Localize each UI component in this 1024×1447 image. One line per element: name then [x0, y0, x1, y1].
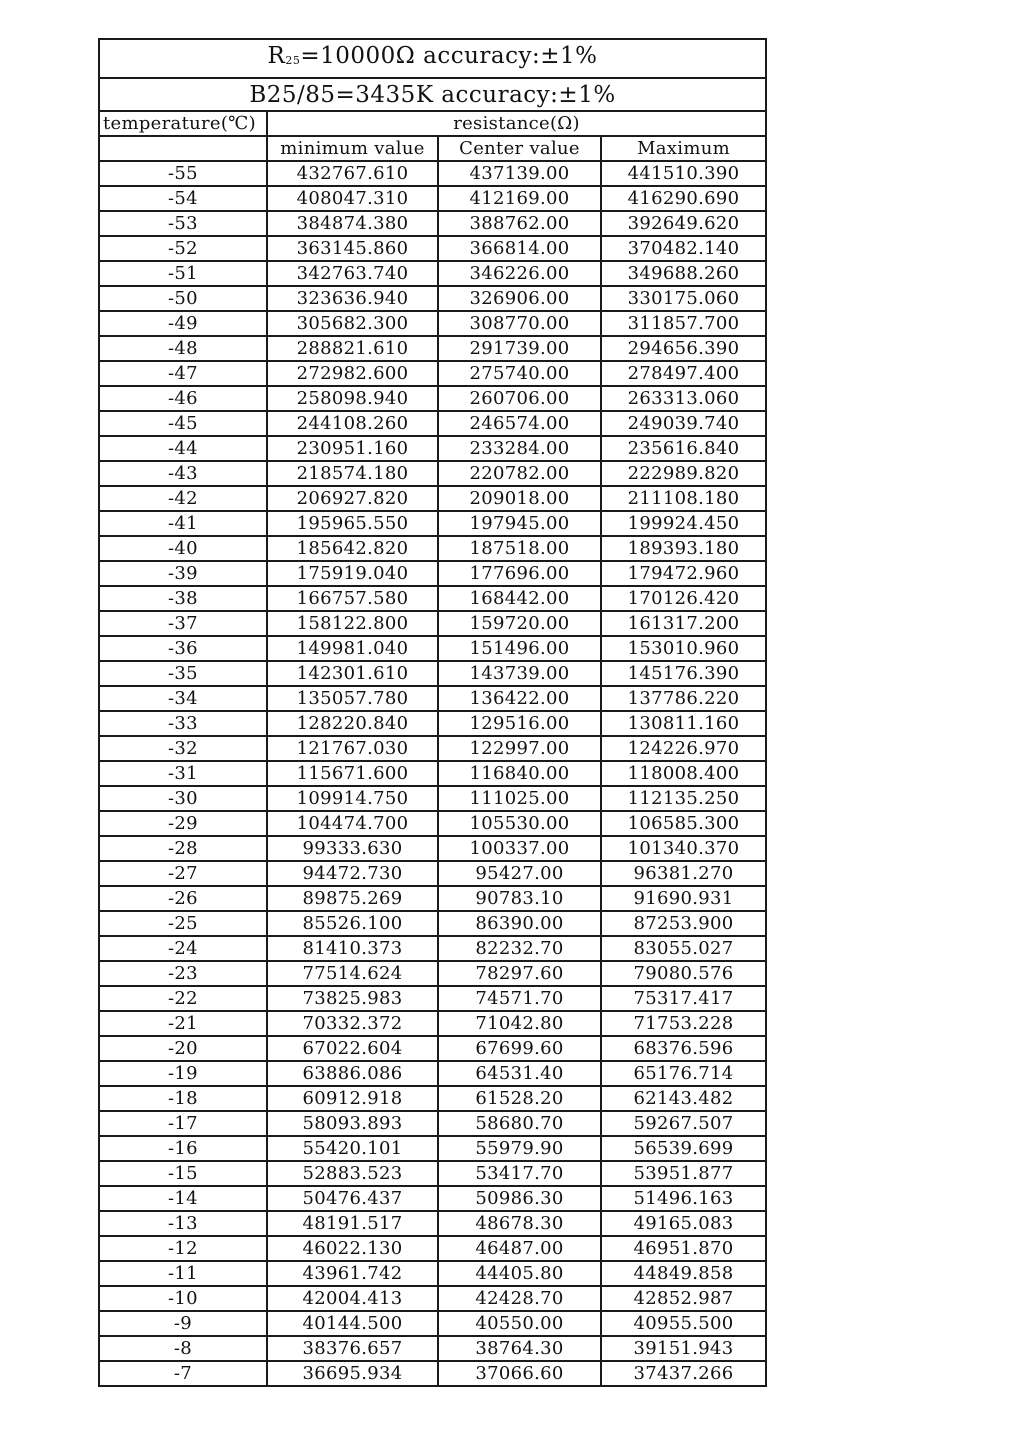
table-row — [99, 436, 766, 461]
maximum-value-cell: 53951.877 — [601, 1161, 766, 1186]
table-row — [99, 761, 766, 786]
temperature-cell: -21 — [99, 1011, 267, 1036]
minimum-value-cell: 272982.600 — [267, 361, 438, 386]
minimum-value-cell: 166757.580 — [267, 586, 438, 611]
table-row — [99, 1011, 766, 1036]
minimum-value-cell: 109914.750 — [267, 786, 438, 811]
table-row — [99, 686, 766, 711]
center-value-cell: 58680.70 — [438, 1111, 601, 1136]
minimum-value-cell: 305682.300 — [267, 311, 438, 336]
temperature-cell: -48 — [99, 336, 267, 361]
maximum-value-cell: 79080.576 — [601, 961, 766, 986]
table-row — [99, 586, 766, 611]
maximum-value-cell: 46951.870 — [601, 1236, 766, 1261]
center-value-cell: 37066.60 — [438, 1361, 601, 1386]
maximum-value-cell: 170126.420 — [601, 586, 766, 611]
temperature-cell: -14 — [99, 1186, 267, 1211]
minimum-value-cell: 323636.940 — [267, 286, 438, 311]
table-row — [99, 786, 766, 811]
table-row — [99, 861, 766, 886]
maximum-value-cell: 39151.943 — [601, 1336, 766, 1361]
temperature-cell: -35 — [99, 661, 267, 686]
minimum-value-cell: 46022.130 — [267, 1236, 438, 1261]
center-value-cell: 95427.00 — [438, 861, 601, 886]
minimum-value-cell: 50476.437 — [267, 1186, 438, 1211]
temperature-cell: -19 — [99, 1061, 267, 1086]
maximum-value-cell: 441510.390 — [601, 161, 766, 186]
center-value-cell: 366814.00 — [438, 236, 601, 261]
center-value-cell: 82232.70 — [438, 936, 601, 961]
temperature-cell: -26 — [99, 886, 267, 911]
table-row — [99, 486, 766, 511]
minimum-value-cell: 38376.657 — [267, 1336, 438, 1361]
maximum-value-cell: 37437.266 — [601, 1361, 766, 1386]
maximum-value-cell: 330175.060 — [601, 286, 766, 311]
center-value-cell: 71042.80 — [438, 1011, 601, 1036]
temperature-cell: -51 — [99, 261, 267, 286]
minimum-value-cell: 258098.940 — [267, 386, 438, 411]
minimum-value-cell: 77514.624 — [267, 961, 438, 986]
temperature-cell: -42 — [99, 486, 267, 511]
resistance-header: resistance(Ω) — [267, 111, 766, 136]
table-row — [99, 386, 766, 411]
minimum-value-cell: 60912.918 — [267, 1086, 438, 1111]
minimum-value-cell: 218574.180 — [267, 461, 438, 486]
b-value-accuracy-title: B25/85=3435K accuracy:±1% — [99, 78, 766, 111]
center-value-cell: 220782.00 — [438, 461, 601, 486]
table-row — [99, 461, 766, 486]
maximum-value-cell: 349688.260 — [601, 261, 766, 286]
maximum-value-cell: 278497.400 — [601, 361, 766, 386]
temperature-cell: -8 — [99, 1336, 267, 1361]
temperature-cell: -40 — [99, 536, 267, 561]
table-row — [99, 886, 766, 911]
center-value-cell: 275740.00 — [438, 361, 601, 386]
temperature-cell: -38 — [99, 586, 267, 611]
minimum-value-cell: 408047.310 — [267, 186, 438, 211]
maximum-value-cell: 62143.482 — [601, 1086, 766, 1111]
center-value-header: Center value — [438, 136, 601, 161]
temperature-cell: -15 — [99, 1161, 267, 1186]
temperature-cell: -28 — [99, 836, 267, 861]
table-row — [99, 536, 766, 561]
temperature-cell: -32 — [99, 736, 267, 761]
temperature-cell: -31 — [99, 761, 267, 786]
table-row — [99, 1286, 766, 1311]
table-row — [99, 1086, 766, 1111]
center-value-cell: 44405.80 — [438, 1261, 601, 1286]
table-row — [99, 1186, 766, 1211]
minimum-value-cell: 230951.160 — [267, 436, 438, 461]
temperature-cell: -49 — [99, 311, 267, 336]
temperature-cell: -54 — [99, 186, 267, 211]
minimum-value-cell: 149981.040 — [267, 636, 438, 661]
table-row — [99, 411, 766, 436]
maximum-value-cell: 153010.960 — [601, 636, 766, 661]
maximum-value-cell: 416290.690 — [601, 186, 766, 211]
center-value-cell: 388762.00 — [438, 211, 601, 236]
maximum-value-cell: 68376.596 — [601, 1036, 766, 1061]
temperature-cell: -46 — [99, 386, 267, 411]
center-value-cell: 42428.70 — [438, 1286, 601, 1311]
header-row-sub — [99, 136, 766, 161]
center-value-cell: 159720.00 — [438, 611, 601, 636]
table-row — [99, 1211, 766, 1236]
temperature-cell: -30 — [99, 786, 267, 811]
table-row — [99, 986, 766, 1011]
maximum-value-cell: 56539.699 — [601, 1136, 766, 1161]
maximum-value-cell: 222989.820 — [601, 461, 766, 486]
table-row — [99, 736, 766, 761]
table-row — [99, 361, 766, 386]
temperature-header: temperature(℃) — [99, 111, 267, 136]
temperature-cell: -55 — [99, 161, 267, 186]
table-row — [99, 511, 766, 536]
minimum-value-cell: 142301.610 — [267, 661, 438, 686]
minimum-value-cell: 94472.730 — [267, 861, 438, 886]
temperature-cell: -20 — [99, 1036, 267, 1061]
temperature-cell: -39 — [99, 561, 267, 586]
maximum-value-cell: 311857.700 — [601, 311, 766, 336]
table-row — [99, 336, 766, 361]
r25-accuracy-title — [99, 39, 766, 78]
center-value-cell: 151496.00 — [438, 636, 601, 661]
table-row — [99, 611, 766, 636]
minimum-value-cell: 288821.610 — [267, 336, 438, 361]
center-value-cell: 50986.30 — [438, 1186, 601, 1211]
minimum-value-cell: 85526.100 — [267, 911, 438, 936]
table-row — [99, 261, 766, 286]
minimum-value-cell: 99333.630 — [267, 836, 438, 861]
table-row — [99, 1136, 766, 1161]
center-value-cell: 61528.20 — [438, 1086, 601, 1111]
minimum-value-cell: 70332.372 — [267, 1011, 438, 1036]
minimum-value-cell: 48191.517 — [267, 1211, 438, 1236]
temperature-cell: -10 — [99, 1286, 267, 1311]
center-value-cell: 246574.00 — [438, 411, 601, 436]
center-value-cell: 122997.00 — [438, 736, 601, 761]
center-value-cell: 291739.00 — [438, 336, 601, 361]
maximum-value-cell: 211108.180 — [601, 486, 766, 511]
minimum-value-cell: 52883.523 — [267, 1161, 438, 1186]
table-row — [99, 311, 766, 336]
maximum-value-cell: 91690.931 — [601, 886, 766, 911]
minimum-value-cell: 342763.740 — [267, 261, 438, 286]
table-row — [99, 661, 766, 686]
center-value-cell: 105530.00 — [438, 811, 601, 836]
table-row — [99, 1036, 766, 1061]
table-row — [99, 911, 766, 936]
center-value-cell: 38764.30 — [438, 1336, 601, 1361]
minimum-value-cell: 175919.040 — [267, 561, 438, 586]
temperature-cell: -41 — [99, 511, 267, 536]
minimum-value-cell: 73825.983 — [267, 986, 438, 1011]
minimum-value-cell: 195965.550 — [267, 511, 438, 536]
minimum-value-cell: 43961.742 — [267, 1261, 438, 1286]
table-row — [99, 286, 766, 311]
maximum-value-cell: 263313.060 — [601, 386, 766, 411]
center-value-cell: 64531.40 — [438, 1061, 601, 1086]
maximum-value-cell: 199924.450 — [601, 511, 766, 536]
center-value-cell: 86390.00 — [438, 911, 601, 936]
center-value-cell: 100337.00 — [438, 836, 601, 861]
center-value-cell: 143739.00 — [438, 661, 601, 686]
center-value-cell: 197945.00 — [438, 511, 601, 536]
temperature-cell: -17 — [99, 1111, 267, 1136]
maximum-value-cell: 106585.300 — [601, 811, 766, 836]
minimum-value-cell: 128220.840 — [267, 711, 438, 736]
temperature-cell: -23 — [99, 961, 267, 986]
title-row-b-value — [99, 78, 766, 111]
resistance-table — [98, 38, 767, 1387]
minimum-value-cell: 55420.101 — [267, 1136, 438, 1161]
maximum-value-cell: 249039.740 — [601, 411, 766, 436]
minimum-value-cell: 89875.269 — [267, 886, 438, 911]
table-row — [99, 636, 766, 661]
table-row — [99, 1236, 766, 1261]
maximum-value-cell: 87253.900 — [601, 911, 766, 936]
temperature-cell: -29 — [99, 811, 267, 836]
temperature-cell: -13 — [99, 1211, 267, 1236]
table-row — [99, 961, 766, 986]
maximum-value-cell: 118008.400 — [601, 761, 766, 786]
minimum-value-cell: 384874.380 — [267, 211, 438, 236]
table-row — [99, 161, 766, 186]
center-value-cell: 129516.00 — [438, 711, 601, 736]
maximum-value-cell: 75317.417 — [601, 986, 766, 1011]
minimum-value-cell: 244108.260 — [267, 411, 438, 436]
temperature-cell: -52 — [99, 236, 267, 261]
center-value-cell: 40550.00 — [438, 1311, 601, 1336]
temperature-cell: -25 — [99, 911, 267, 936]
temperature-cell: -43 — [99, 461, 267, 486]
table-row — [99, 836, 766, 861]
title-row-r25 — [99, 39, 766, 78]
minimum-value-cell: 432767.610 — [267, 161, 438, 186]
temperature-cell: -22 — [99, 986, 267, 1011]
maximum-value-cell: 235616.840 — [601, 436, 766, 461]
temperature-cell: -16 — [99, 1136, 267, 1161]
minimum-value-header: minimum value — [267, 136, 438, 161]
maximum-value-cell: 161317.200 — [601, 611, 766, 636]
minimum-value-cell: 104474.700 — [267, 811, 438, 836]
center-value-cell: 437139.00 — [438, 161, 601, 186]
center-value-cell: 74571.70 — [438, 986, 601, 1011]
table-row — [99, 811, 766, 836]
center-value-cell: 187518.00 — [438, 536, 601, 561]
temperature-cell: -7 — [99, 1361, 267, 1386]
minimum-value-cell: 36695.934 — [267, 1361, 438, 1386]
maximum-header: Maximum — [601, 136, 766, 161]
temperature-cell: -34 — [99, 686, 267, 711]
table-row — [99, 1311, 766, 1336]
center-value-cell: 116840.00 — [438, 761, 601, 786]
table-row — [99, 711, 766, 736]
temperature-cell: -12 — [99, 1236, 267, 1261]
table-row — [99, 1061, 766, 1086]
minimum-value-cell: 206927.820 — [267, 486, 438, 511]
table-row — [99, 1161, 766, 1186]
header-row-main — [99, 111, 766, 136]
r25-prefix: R — [267, 43, 286, 69]
center-value-cell: 46487.00 — [438, 1236, 601, 1261]
maximum-value-cell: 179472.960 — [601, 561, 766, 586]
temperature-cell: -27 — [99, 861, 267, 886]
temperature-cell: -50 — [99, 286, 267, 311]
r25-value-text: =10000Ω accuracy:±1% — [300, 43, 598, 69]
center-value-cell: 233284.00 — [438, 436, 601, 461]
temperature-cell: -9 — [99, 1311, 267, 1336]
center-value-cell: 78297.60 — [438, 961, 601, 986]
center-value-cell: 412169.00 — [438, 186, 601, 211]
maximum-value-cell: 392649.620 — [601, 211, 766, 236]
temperature-cell: -36 — [99, 636, 267, 661]
table-row — [99, 561, 766, 586]
maximum-value-cell: 44849.858 — [601, 1261, 766, 1286]
maximum-value-cell: 51496.163 — [601, 1186, 766, 1211]
maximum-value-cell: 71753.228 — [601, 1011, 766, 1036]
minimum-value-cell: 135057.780 — [267, 686, 438, 711]
maximum-value-cell: 189393.180 — [601, 536, 766, 561]
maximum-value-cell: 130811.160 — [601, 711, 766, 736]
maximum-value-cell: 112135.250 — [601, 786, 766, 811]
center-value-cell: 136422.00 — [438, 686, 601, 711]
table-row — [99, 186, 766, 211]
table-row — [99, 1361, 766, 1386]
temperature-cell: -24 — [99, 936, 267, 961]
temperature-cell: -33 — [99, 711, 267, 736]
center-value-cell: 168442.00 — [438, 586, 601, 611]
temperature-cell: -18 — [99, 1086, 267, 1111]
minimum-value-cell: 63886.086 — [267, 1061, 438, 1086]
minimum-value-cell: 363145.860 — [267, 236, 438, 261]
temperature-cell: -37 — [99, 611, 267, 636]
minimum-value-cell: 115671.600 — [267, 761, 438, 786]
r25-subscript: 25 — [285, 54, 301, 67]
table-row — [99, 1261, 766, 1286]
maximum-value-cell: 124226.970 — [601, 736, 766, 761]
temperature-cell: -53 — [99, 211, 267, 236]
center-value-cell: 111025.00 — [438, 786, 601, 811]
center-value-cell: 55979.90 — [438, 1136, 601, 1161]
maximum-value-cell: 49165.083 — [601, 1211, 766, 1236]
minimum-value-cell: 121767.030 — [267, 736, 438, 761]
minimum-value-cell: 158122.800 — [267, 611, 438, 636]
minimum-value-cell: 40144.500 — [267, 1311, 438, 1336]
center-value-cell: 53417.70 — [438, 1161, 601, 1186]
maximum-value-cell: 42852.987 — [601, 1286, 766, 1311]
center-value-cell: 346226.00 — [438, 261, 601, 286]
minimum-value-cell: 185642.820 — [267, 536, 438, 561]
center-value-cell: 67699.60 — [438, 1036, 601, 1061]
maximum-value-cell: 137786.220 — [601, 686, 766, 711]
maximum-value-cell: 145176.390 — [601, 661, 766, 686]
center-value-cell: 209018.00 — [438, 486, 601, 511]
temperature-cell: -11 — [99, 1261, 267, 1286]
minimum-value-cell: 58093.893 — [267, 1111, 438, 1136]
table-row — [99, 936, 766, 961]
center-value-cell: 90783.10 — [438, 886, 601, 911]
temperature-cell: -45 — [99, 411, 267, 436]
maximum-value-cell: 65176.714 — [601, 1061, 766, 1086]
minimum-value-cell: 67022.604 — [267, 1036, 438, 1061]
center-value-cell: 48678.30 — [438, 1211, 601, 1236]
maximum-value-cell: 83055.027 — [601, 936, 766, 961]
maximum-value-cell: 96381.270 — [601, 861, 766, 886]
maximum-value-cell: 59267.507 — [601, 1111, 766, 1136]
table-row — [99, 1111, 766, 1136]
minimum-value-cell: 81410.373 — [267, 936, 438, 961]
temperature-cell: -47 — [99, 361, 267, 386]
center-value-cell: 308770.00 — [438, 311, 601, 336]
maximum-value-cell: 370482.140 — [601, 236, 766, 261]
table-row — [99, 236, 766, 261]
maximum-value-cell: 294656.390 — [601, 336, 766, 361]
minimum-value-cell: 42004.413 — [267, 1286, 438, 1311]
maximum-value-cell: 40955.500 — [601, 1311, 766, 1336]
center-value-cell: 260706.00 — [438, 386, 601, 411]
table-row — [99, 211, 766, 236]
center-value-cell: 177696.00 — [438, 561, 601, 586]
center-value-cell: 326906.00 — [438, 286, 601, 311]
temperature-header-blank — [99, 136, 267, 161]
temperature-cell: -44 — [99, 436, 267, 461]
table-row — [99, 1336, 766, 1361]
maximum-value-cell: 101340.370 — [601, 836, 766, 861]
